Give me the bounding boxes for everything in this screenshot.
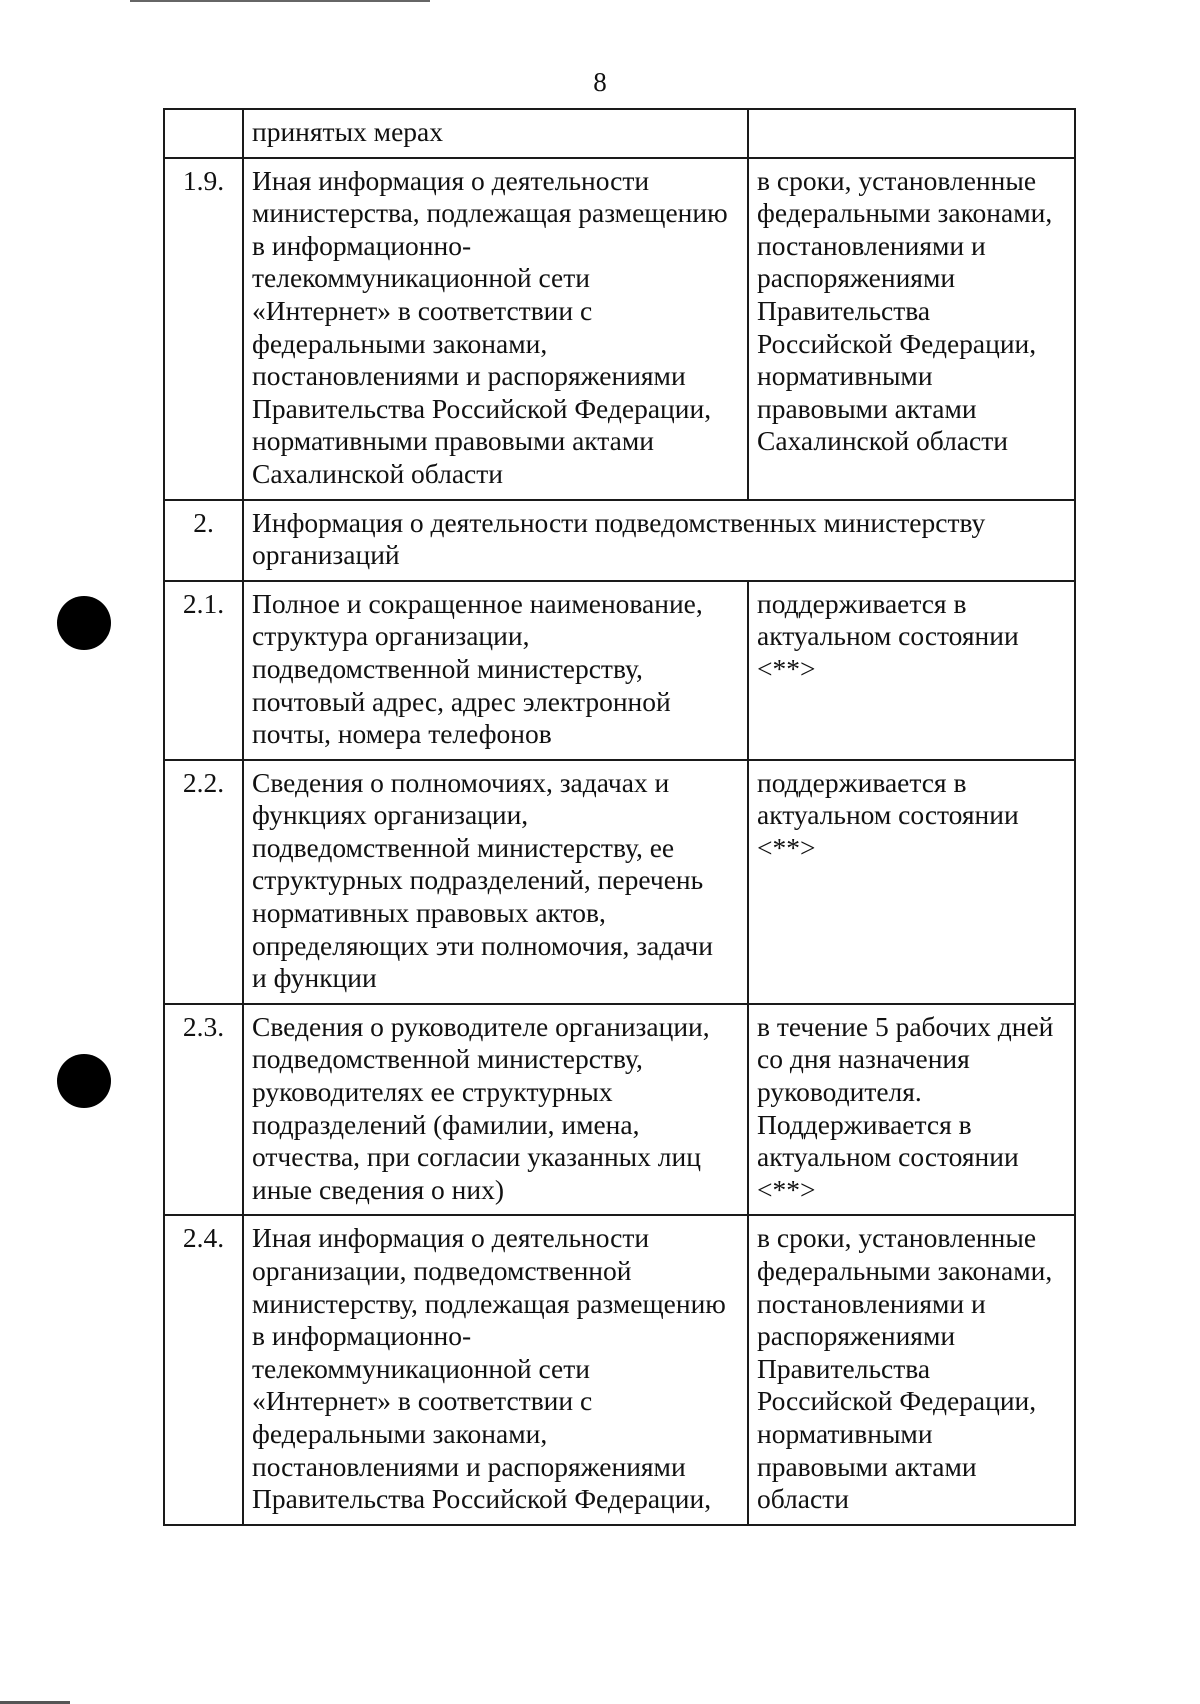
description-line: руководителях ее структурных [252,1076,613,1108]
row-number-cell: 2.3. [164,1004,243,1216]
description-line: Полное и сокращенное наименование, [252,587,703,619]
description-line: «Интернет» в соответствии с [252,1385,593,1417]
description-line: Иная информация о деятельности [252,164,650,196]
deadline-line: поддерживается в [757,587,967,619]
deadline-line: поддерживается в [757,766,967,798]
deadline-line: Сахалинской области [757,425,1008,457]
table-row [164,158,1075,500]
deadline-line: Правительства [757,1352,931,1384]
deadline-line: <**> [757,1173,816,1205]
description-line: подведомственной министерству, [252,652,643,684]
information-table [163,108,1076,1526]
deadline-line: нормативными [757,1417,933,1449]
deadline-line: актуальном состоянии [757,799,1019,831]
deadline-cell [748,760,1075,1004]
description-line: Правительства Российской Федерации, [252,1483,712,1515]
description-line: организаций [252,539,400,571]
description-line: подведомственной министерству, [252,1043,643,1075]
description-line: Сведения о полномочиях, задачах и [252,766,670,798]
description-line: нормативных правовых актов, [252,897,606,929]
description-cell [243,109,748,158]
description-cell [243,158,748,500]
description-line: подразделений (фамилии, имена, [252,1108,640,1140]
description-line: определяющих эти полномочия, задачи [252,929,713,961]
deadline-line: руководителя. [757,1076,922,1108]
deadline-line: в течение 5 рабочих дней [757,1010,1054,1042]
description-line: постановлениями и распоряжениями [252,1450,686,1482]
deadline-line: Правительства [757,294,931,326]
description-line: телекоммуникационной сети [252,1352,590,1384]
deadline-line: правовыми актами [757,392,977,424]
description-cell [243,760,748,1004]
description-line: и функции [252,962,377,994]
description-cell [243,581,748,760]
description-cell [243,1215,748,1524]
deadline-cell [748,1004,1075,1216]
deadline-line: Российской Федерации, [757,1385,1037,1417]
deadline-line: в сроки, установленные [757,1222,1037,1254]
deadline-line: распоряжениями [757,1320,956,1352]
description-cell [243,1004,748,1216]
deadline-line: Поддерживается в [757,1108,972,1140]
description-line: функциях организации, [252,799,529,831]
description-line: телекоммуникационной сети [252,262,590,294]
table-row [164,760,1075,1004]
description-line: структура организации, [252,620,530,652]
description-line: структурных подразделений, перечень [252,864,704,896]
deadline-cell [748,109,1075,158]
description-line: организации, подведомственной [252,1255,632,1286]
description-line: почтовый адрес, адрес электронной [252,685,671,717]
deadline-line: правовыми актами [757,1450,977,1482]
table-body [164,109,1075,1525]
deadline-cell [748,158,1075,500]
deadline-line: в сроки, установленные [757,164,1037,196]
row-number-cell: 2.1. [164,581,243,760]
deadline-line: актуальном состоянии [757,1141,1019,1173]
description-line: федеральными законами, [252,327,548,359]
description-line: министерства, подлежащая размещению [252,197,728,229]
deadline-line: постановлениями и [757,229,986,261]
description-line: в информационно- [252,1320,472,1352]
description-line: подведомственной министерству, ее [252,831,675,863]
row-number-cell: 2. [164,500,243,581]
scan-top-edge [130,0,430,2]
deadline-line: <**> [757,831,816,863]
description-line: постановлениями и распоряжениями [252,360,686,392]
description-line: Правительства Российской Федерации, [252,392,712,424]
description-line: нормативными правовыми актами [252,425,654,457]
description-line: федеральными законами, [252,1417,548,1449]
description-line: Сведения о руководителе организации, [252,1010,710,1042]
deadline-line: постановлениями и [757,1287,986,1319]
description-line: министерству, подлежащая размещению [252,1287,726,1319]
description-line: почты, номера телефонов [252,718,552,750]
deadline-cell [748,581,1075,760]
deadline-line: <**> [757,652,816,684]
deadline-line: федеральными законами, [757,197,1053,229]
row-number-cell: 2.4. [164,1215,243,1524]
deadline-line: актуальном состоянии [757,620,1019,652]
deadline-line: федеральными законами, [757,1255,1053,1286]
description-line: «Интернет» в соответствии с [252,294,593,326]
description-cell [243,500,1075,581]
description-line: Информация о деятельности подведомственных министерству [252,506,986,538]
deadline-cell [748,1215,1075,1524]
description-line: Иная информация о деятельности [252,1222,650,1254]
table-row [164,1215,1075,1524]
description-line: принятых мерах [252,116,443,147]
page-number: 8 [593,67,607,97]
description-line: иные сведения о них) [252,1173,504,1205]
description-line: в информационно- [252,229,472,261]
deadline-line: нормативными [757,360,933,392]
row-number-cell: 2.2. [164,760,243,1004]
punch-hole-mark [57,596,111,650]
punch-hole-mark [57,1054,111,1108]
description-line: Сахалинской области [252,457,503,489]
row-number-cell: 1.9. [164,158,243,500]
table-row [164,109,1075,158]
deadline-line: распоряжениями [757,262,956,294]
table-row [164,500,1075,581]
table-row [164,1004,1075,1216]
row-number-cell [164,109,243,158]
table-row [164,581,1075,760]
deadline-line: Российской Федерации, [757,327,1037,359]
deadline-line: со дня назначения [757,1043,970,1075]
deadline-line: области [757,1483,849,1515]
description-line: отчества, при согласии указанных лиц [252,1141,701,1173]
